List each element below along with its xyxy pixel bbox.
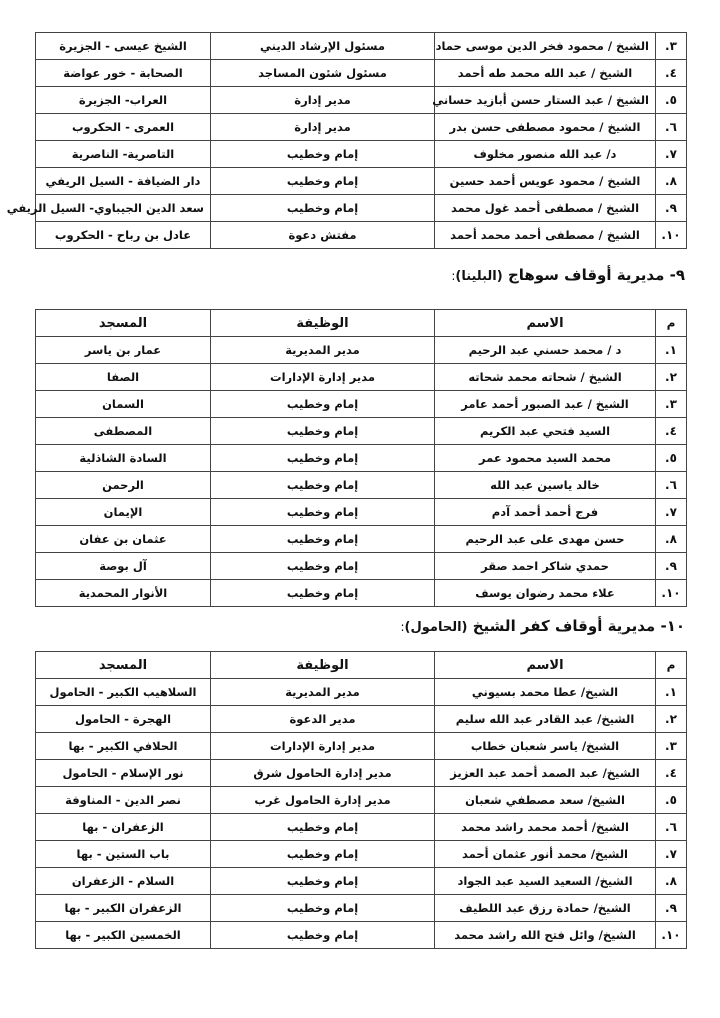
row-name: الشيخ / محمود فخر الدين موسى حماد [435, 33, 656, 60]
row-mosque: الإيمان [36, 499, 211, 526]
row-name: الشيخ/ السعيد السيد عبد الجواد [435, 868, 656, 895]
section-subtitle: (البلينا) [455, 269, 503, 284]
table-kafr-el-sheikh [35, 651, 687, 949]
row-job: إمام وخطيب [211, 141, 435, 168]
row-mosque: العراب- الجزيرة [36, 87, 211, 114]
row-job: مدير المديرية [211, 337, 435, 364]
row-mosque: التاصرية- الناصرية [36, 141, 211, 168]
row-name: الشيخ / عبد الستار حسن أبازيد حساني [435, 87, 656, 114]
row-number: ٥. [656, 445, 687, 472]
table-sohag [35, 309, 687, 607]
row-number: ٤. [656, 60, 687, 87]
table-row [36, 553, 687, 580]
row-name: الشيخ/ عبد الصمد أحمد عبد العزيز [435, 760, 656, 787]
row-job: مدير إدارة [211, 87, 435, 114]
table-row [36, 364, 687, 391]
section-number: ١٠- [660, 617, 685, 635]
row-job: مدير الدعوة [211, 706, 435, 733]
row-name: الشيخ / شحاته محمد شحاته [435, 364, 656, 391]
row-job: مدير إدارة [211, 114, 435, 141]
row-job: مدير إدارة الإدارات [211, 733, 435, 760]
row-number: ٦. [656, 472, 687, 499]
table-body [36, 337, 687, 607]
row-name: حسن مهدى على عبد الرحيم [435, 526, 656, 553]
row-mosque: آل بوصة [36, 553, 211, 580]
row-number: ١٠. [656, 580, 687, 607]
row-mosque: السمان [36, 391, 211, 418]
row-mosque: الخمسين الكبير - بها [36, 922, 211, 949]
row-name: الشيخ/ عبد القادر عبد الله سليم [435, 706, 656, 733]
section-heading-kafr-el-sheikh [401, 617, 686, 635]
row-number: ٢. [656, 706, 687, 733]
row-number: ١٠. [656, 222, 687, 249]
table-row [36, 445, 687, 472]
row-job: إمام وخطيب [211, 472, 435, 499]
table-row [36, 760, 687, 787]
table-row [36, 472, 687, 499]
row-name: الشيخ / محمود عويس أحمد حسين [435, 168, 656, 195]
row-job: مسئول الإرشاد الديني [211, 33, 435, 60]
row-mosque: السادة الشاذلية [36, 445, 211, 472]
row-name: الشيخ/ أحمد محمد راشد محمد [435, 814, 656, 841]
row-job: إمام وخطيب [211, 168, 435, 195]
row-number: ٤. [656, 760, 687, 787]
table-row [36, 337, 687, 364]
row-mosque: عمار بن ياسر [36, 337, 211, 364]
row-job: مدير إدارة الحامول شرق [211, 760, 435, 787]
row-mosque: الصفا [36, 364, 211, 391]
table-row [36, 114, 687, 141]
row-job: إمام وخطيب [211, 526, 435, 553]
header-name: الاسم [435, 652, 656, 679]
table-header [36, 310, 687, 337]
row-name: د/ عبد الله منصور مخلوف [435, 141, 656, 168]
row-mosque: باب الستين - بها [36, 841, 211, 868]
header-name: الاسم [435, 310, 656, 337]
row-mosque: عثمان بن عفان [36, 526, 211, 553]
row-job: مدير إدارة الإدارات [211, 364, 435, 391]
header-mosque: المسجد [36, 310, 211, 337]
row-name: السيد فتحي عبد الكريم [435, 418, 656, 445]
row-name: الشيخ / عبد الله محمد طه أحمد [435, 60, 656, 87]
header-job: الوظيفة [211, 652, 435, 679]
header-row [36, 652, 687, 679]
row-job: إمام وخطيب [211, 195, 435, 222]
row-job: مفتش دعوة [211, 222, 435, 249]
table-row [36, 222, 687, 249]
section-number: ٩- [669, 266, 685, 284]
row-job: إمام وخطيب [211, 895, 435, 922]
row-number: ١٠. [656, 922, 687, 949]
row-name: الشيخ/ ياسر شعبان خطاب [435, 733, 656, 760]
table-continuation [6, 32, 687, 249]
section-title: مديرية أوقاف سوهاج [507, 266, 665, 284]
row-mosque: السلاهيب الكبير - الحامول [36, 679, 211, 706]
table-body [36, 679, 687, 949]
table-row [36, 706, 687, 733]
table-row [36, 679, 687, 706]
header-mosque: المسجد [36, 652, 211, 679]
row-mosque: سعد الدين الجيباوي- السيل الريفي [36, 195, 211, 222]
row-name: خالد ياسين عبد الله [435, 472, 656, 499]
row-name: محمد السيد محمود عمر [435, 445, 656, 472]
table-row [36, 87, 687, 114]
row-number: ٨. [656, 526, 687, 553]
row-mosque: المصطفى [36, 418, 211, 445]
row-name: د / محمد حسني عبد الرحيم [435, 337, 656, 364]
row-number: ٧. [656, 141, 687, 168]
table-row [36, 814, 687, 841]
row-mosque: نور الإسلام - الحامول [36, 760, 211, 787]
row-number: ٥. [656, 87, 687, 114]
section-subtitle: (الحامول) [404, 620, 468, 635]
row-job: إمام وخطيب [211, 499, 435, 526]
row-number: ٩. [656, 895, 687, 922]
section-heading-sohag [451, 266, 685, 284]
row-mosque: الأنوار المحمدية [36, 580, 211, 607]
row-name: الشيخ/ عطا محمد بسيوني [435, 679, 656, 706]
section-title: مديرية أوقاف كفر الشيخ [472, 617, 656, 635]
table-row [36, 391, 687, 418]
row-number: ٧. [656, 841, 687, 868]
table-row [36, 787, 687, 814]
row-mosque: السلام - الزعفران [36, 868, 211, 895]
row-mosque: الزعفران - بها [36, 814, 211, 841]
table-row [36, 526, 687, 553]
row-number: ٣. [656, 33, 687, 60]
table-row [36, 841, 687, 868]
row-job: إمام وخطيب [211, 922, 435, 949]
row-name: الشيخ / مصطفى أحمد محمد أحمد [435, 222, 656, 249]
row-number: ٩. [656, 553, 687, 580]
row-number: ٥. [656, 787, 687, 814]
row-number: ٤. [656, 418, 687, 445]
header-job: الوظيفة [211, 310, 435, 337]
row-name: الشيخ/ وائل فتح الله راشد محمد [435, 922, 656, 949]
table-header [36, 652, 687, 679]
table-row [36, 868, 687, 895]
row-mosque: عادل بن رباح - الحكروب [36, 222, 211, 249]
row-job: إمام وخطيب [211, 814, 435, 841]
row-mosque: الصحابة - خور عواضة [36, 60, 211, 87]
row-name: الشيخ / مصطفى أحمد غول محمد [435, 195, 656, 222]
row-number: ٨. [656, 168, 687, 195]
table-row [36, 733, 687, 760]
row-name: الشيخ/ سعد مصطفي شعبان [435, 787, 656, 814]
table-row [36, 418, 687, 445]
table-row [36, 60, 687, 87]
row-name: الشيخ/ محمد أنور عثمان أحمد [435, 841, 656, 868]
row-job: إمام وخطيب [211, 391, 435, 418]
row-number: ٢. [656, 364, 687, 391]
row-mosque: العمرى - الحكروب [36, 114, 211, 141]
row-job: إمام وخطيب [211, 868, 435, 895]
row-job: إمام وخطيب [211, 418, 435, 445]
row-mosque: الرحمن [36, 472, 211, 499]
section-tail: : [451, 269, 456, 283]
table-row [36, 499, 687, 526]
section-tail: : [400, 620, 405, 634]
row-mosque: نصر الدين - المناوفة [36, 787, 211, 814]
row-mosque: الشيخ عيسى - الجزيرة [36, 33, 211, 60]
row-mosque: الحلافي الكبير - بها [36, 733, 211, 760]
row-number: ٣. [656, 733, 687, 760]
table-row [36, 895, 687, 922]
table-row [36, 580, 687, 607]
row-job: إمام وخطيب [211, 553, 435, 580]
row-name: الشيخ / محمود مصطفى حسن بدر [435, 114, 656, 141]
row-name: الشيخ / عبد الصبور أحمد عامر [435, 391, 656, 418]
row-name: حمدي شاكر احمد صقر [435, 553, 656, 580]
row-number: ٧. [656, 499, 687, 526]
row-mosque: الهجرة - الحامول [36, 706, 211, 733]
row-mosque: الزعفران الكبير - بها [36, 895, 211, 922]
header-num: م [656, 310, 687, 337]
table-row [36, 168, 687, 195]
row-job: مدير المديرية [211, 679, 435, 706]
row-job: إمام وخطيب [211, 841, 435, 868]
row-number: ٦. [656, 114, 687, 141]
header-row [36, 310, 687, 337]
row-name: علاء محمد رضوان يوسف [435, 580, 656, 607]
row-mosque: دار الضيافة - السيل الريفي [36, 168, 211, 195]
row-number: ٣. [656, 391, 687, 418]
table-row [36, 195, 687, 222]
row-job: مدير إدارة الحامول غرب [211, 787, 435, 814]
row-job: إمام وخطيب [211, 445, 435, 472]
row-number: ١. [656, 337, 687, 364]
row-number: ٨. [656, 868, 687, 895]
table-body [6, 33, 687, 249]
row-name: فرج أحمد أحمد آدم [435, 499, 656, 526]
table-row [36, 141, 687, 168]
row-job: إمام وخطيب [211, 580, 435, 607]
row-number: ٩. [656, 195, 687, 222]
row-name: الشيخ/ حمادة رزق عبد اللطيف [435, 895, 656, 922]
row-job: مسئول شئون المساجد [211, 60, 435, 87]
table-row [36, 33, 687, 60]
table-row [36, 922, 687, 949]
header-num: م [656, 652, 687, 679]
row-number: ١. [656, 679, 687, 706]
row-number: ٦. [656, 814, 687, 841]
